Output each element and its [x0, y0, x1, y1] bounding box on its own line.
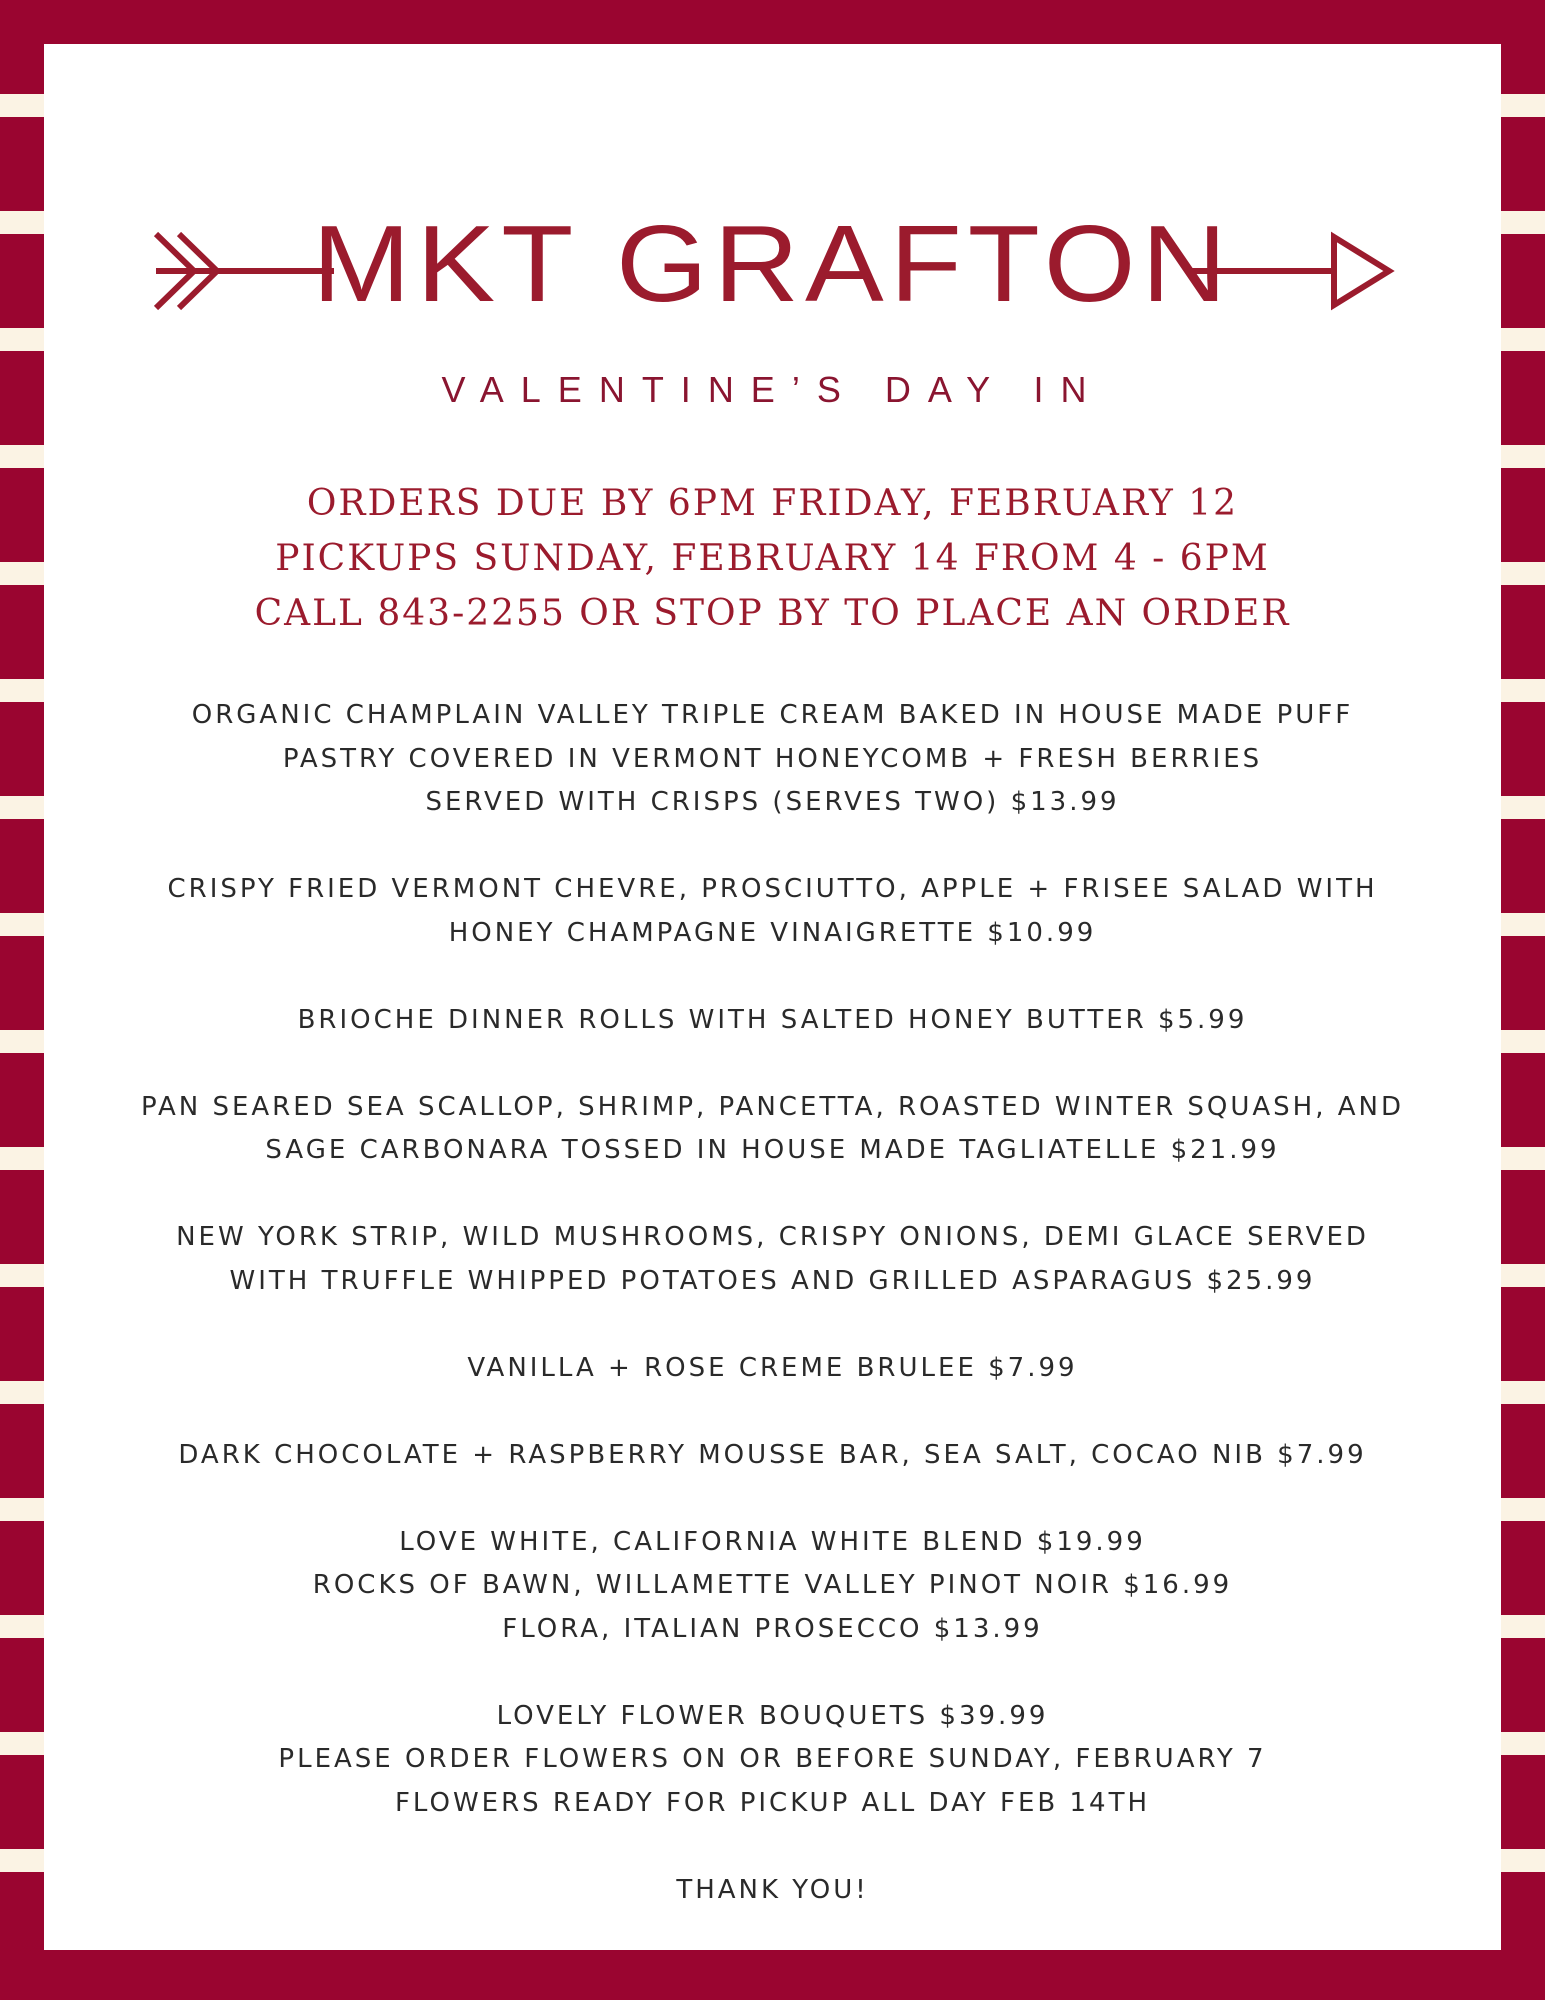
menu-line: WITH TRUFFLE WHIPPED POTATOES AND GRILLED ASPARAGUS $25.99 — [229, 1265, 1316, 1296]
menu-line: LOVELY FLOWER BOUQUETS $39.99 — [496, 1700, 1049, 1731]
order-info — [44, 476, 1501, 641]
flyer-panel — [44, 44, 1501, 1950]
top-border — [0, 0, 1545, 44]
menu-line: FLORA, ITALIAN PROSECCO $13.99 — [502, 1613, 1043, 1644]
menu-item — [44, 1086, 1501, 1173]
menu-item — [44, 1347, 1501, 1391]
order-contact: CALL 843-2255 OR STOP BY TO PLACE AN ORDER — [254, 593, 1291, 634]
menu-item — [44, 999, 1501, 1043]
menu-line: ROCKS OF BAWN, WILLAMETTE VALLEY PINOT NOIR $16.99 — [312, 1570, 1233, 1600]
right-stripe-border — [1501, 0, 1545, 2000]
bottom-border — [0, 1950, 1545, 2000]
menu-line: FLOWERS READY FOR PICKUP ALL DAY FEB 14TH — [394, 1787, 1151, 1818]
menu-list — [44, 694, 1501, 1956]
menu-item — [44, 694, 1501, 825]
menu-line: NEW YORK STRIP, WILD MUSHROOMS, CRISPY ONIONS, DEMI GLACE SERVED — [176, 1222, 1369, 1252]
menu-line: VANILLA + ROSE CREME BRULEE $7.99 — [467, 1352, 1078, 1383]
menu-line: THANK YOU! — [676, 1874, 869, 1905]
menu-line: HONEY CHAMPAGNE VINAIGRETTE $10.99 — [448, 917, 1097, 948]
menu-line: PAN SEARED SEA SCALLOP, SHRIMP, PANCETTA, ROASTED WINTER SQUASH, AND — [140, 1091, 1405, 1122]
left-stripe-border — [0, 0, 44, 2000]
menu-item — [44, 1216, 1501, 1303]
menu-item — [44, 1434, 1501, 1478]
flower-info — [44, 1695, 1501, 1826]
brand-name: MKT GRAFTON — [312, 203, 1233, 325]
order-deadline: ORDERS DUE BY 6PM FRIDAY, FEBRUARY 12 — [306, 483, 1239, 524]
logo — [44, 194, 1501, 334]
menu-line: SAGE CARBONARA TOSSED IN HOUSE MADE TAGLIATELLE $21.99 — [265, 1135, 1280, 1165]
menu-line: DARK CHOCOLATE + RASPBERRY MOUSSE BAR, SEA SALT, COCAO NIB $7.99 — [178, 1439, 1367, 1470]
menu-line: SERVED WITH CRISPS (SERVES TWO) $13.99 — [425, 787, 1120, 817]
menu-line: PLEASE ORDER FLOWERS ON OR BEFORE SUNDAY, FEBRUARY 7 — [278, 1744, 1267, 1774]
menu-line: PASTRY COVERED IN VERMONT HONEYCOMB + FRESH BERRIES — [282, 743, 1263, 774]
thank-you — [44, 1869, 1501, 1913]
menu-line: BRIOCHE DINNER ROLLS WITH SALTED HONEY BUTTER $5.99 — [297, 1004, 1248, 1035]
event-subtitle: VALENTINE’S DAY IN — [441, 369, 1104, 410]
menu-line: CRISPY FRIED VERMONT CHEVRE, PROSCIUTTO, APPLE + FRISEE SALAD WITH — [167, 874, 1378, 904]
wine-list — [44, 1521, 1501, 1652]
pickup-time: PICKUPS SUNDAY, FEBRUARY 14 FROM 4 - 6PM — [275, 538, 1270, 579]
menu-item — [44, 868, 1501, 955]
menu-line: ORGANIC CHAMPLAIN VALLEY TRIPLE CREAM BAKED IN HOUSE MADE PUFF — [191, 700, 1354, 730]
menu-line: LOVE WHITE, CALIFORNIA WHITE BLEND $19.99 — [399, 1526, 1146, 1557]
